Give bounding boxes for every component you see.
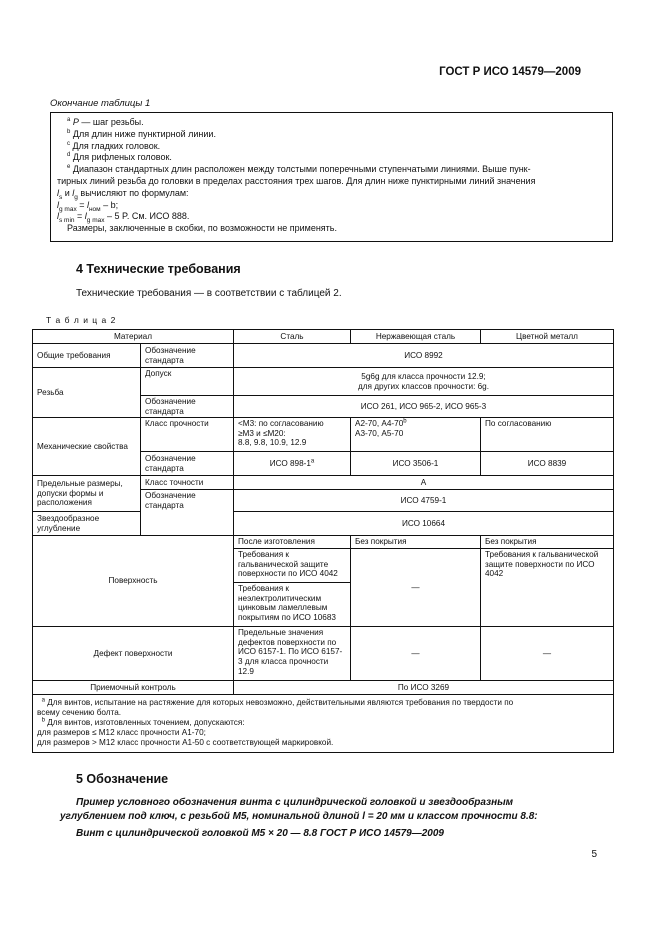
cell-tol-acc-value: А xyxy=(234,476,614,490)
cell-surface-nonferrous: Требования к гальванической защите поверхности по ИСО 4042 xyxy=(481,549,614,627)
table-row xyxy=(33,536,614,549)
table-continuation-label: Окончание таблицы 1 xyxy=(50,98,151,109)
table-row: Механические свойства Класс прочности <М3: по согласованию ≥М3 и ≤М20: 8.8, 9.8, 10.9, 12.9 А2-70, А4-70$^b$ А3-70, А5-70 По согласованию xyxy=(33,418,614,452)
note-e-line1: Диапазон стандартных длин расположен между толстыми поперечными ступенчатыми линиями. Выше пунк- xyxy=(72,164,531,175)
table-2-caption: Т а б л и ц а 2 xyxy=(46,315,117,325)
table-row xyxy=(33,368,614,396)
note-a: — шаг резьбы. xyxy=(78,117,144,127)
table-row xyxy=(33,330,614,344)
cell-general-value: ИСО 8992 xyxy=(234,344,614,368)
cell-surface-steel-b: Требования к неэлектролитическим цинковым ламеллевым покрытиям по ИСО 10683 xyxy=(234,583,351,627)
cell-surface-stainless-head: Без покрытия xyxy=(351,536,481,549)
table-2 xyxy=(32,329,614,753)
cell-mech-stainless-1: А2-70, А4-70 xyxy=(355,419,404,429)
cell-mech-steel-std: ИСО 898-1 xyxy=(269,458,311,468)
cell-defect-stainless: — xyxy=(351,627,481,681)
cell-mech-stainless-2: А3-70, А5-70 xyxy=(355,428,404,438)
brackets-note: Размеры, заключенные в скобки, по возможности не применять. xyxy=(67,223,337,234)
note-e-line2: тирных линий резьба до головки в пределах расстояния трех шагов. Для длин ниже пунктирными линий значения xyxy=(57,175,536,186)
table-2-footnotes: $^a$ Для винтов, испытание на растяжение для которых невозможно, действительными являются требования по твердости по всему сечению болта. $^b$ Для винтов, изготовленных точением, допускаются: для размеров ≤ М12 класс прочности А1-70; для размеров > М12 класс прочности А1-50 с соответствующей маркировкой. xyxy=(33,695,614,753)
cell-mech-std: Обозначение стандарта xyxy=(141,452,234,476)
table-row: Обозначение стандарта ИСО 898-1$^a$ ИСО 3506-1 ИСО 8839 xyxy=(33,452,614,476)
cell-recess-label: Звездообразное углубление xyxy=(33,512,141,536)
cell-mech-nonferrous-std: ИСО 8839 xyxy=(481,452,614,476)
example-designation: Винт с цилиндрической головкой М5 × 20 — 8.8 ГОСТ Р ИСО 14579—2009 xyxy=(76,828,444,839)
table-row xyxy=(33,695,614,753)
table-row xyxy=(33,512,614,536)
cell-accept-label: Приемочный контроль xyxy=(33,681,234,695)
cell-surface-label: Поверхность xyxy=(33,536,234,627)
cell-mech-steel-2: ≥М3 и ≤М20: xyxy=(238,428,286,438)
table-row xyxy=(33,627,614,681)
page-number: 5 xyxy=(591,849,597,860)
cell-mech-label: Механические свойства xyxy=(33,418,141,476)
cell-defect-nonferrous: — xyxy=(481,627,614,681)
section-4-text: Технические требования — в соответствии с таблицей 2. xyxy=(76,288,342,299)
cell-defect-steel: Предельные значения дефектов поверхности по ИСО 6157-1. По ИСО 6157-3 для класса прочности 12.9 xyxy=(234,627,351,681)
footnote-a-2: всему сечению болта. xyxy=(37,708,122,718)
footnote-a-1: Для винтов, испытание на растяжение для которых невозможно, действительными являются требования по твердости по xyxy=(47,698,514,708)
cell-general-label: Общие требования xyxy=(33,344,141,368)
example-line-2: углублением под ключ, с резьбой М5, номинальной длиной l = 20 мм и классом прочности 8.8: xyxy=(60,811,538,822)
document-header: ГОСТ Р ИСО 14579—2009 xyxy=(439,66,581,78)
table1-notes-box: $^a$ P — шаг резьбы. $^b$ Для длин ниже пунктирной линии. $^c$ Для гладких головок. $^d$ Для рифленых головок. $^e$ Диапазон стандартных длин расположен между толстыми поперечными ступенчатыми линиями. Выше пунк- тирных линий резьба до головки в пределах расстояния трех шагов. Для длин ниже пунктирными линий значения $l_s$ и $l_g$ вычисляют по формулам: $l_{g max} = l_{ном} - b$; $l_{s min} = l_{g max} - 5$ P. См. ИСО 888. Размеры, заключенные в скобки, по возможности не применять. xyxy=(50,112,613,242)
cell-defect-label: Дефект поверхности xyxy=(33,627,234,681)
cell-tol-std-value: ИСО 4759-1 xyxy=(234,490,614,512)
cell-mech-stainless-std: ИСО 3506-1 xyxy=(351,452,481,476)
formula-2: – 5 P. См. ИСО 888. xyxy=(107,211,190,222)
cell-surface-steel-a: Требования к гальванической защите поверхности по ИСО 4042 xyxy=(234,549,351,583)
footnote-b-2: для размеров ≤ М12 класс прочности А1-70; xyxy=(37,728,206,738)
section-4-heading: 4 Технические требования xyxy=(76,262,241,276)
cell-tol-label: Предельные размеры, допуски формы и расположения xyxy=(33,476,141,512)
table-row xyxy=(33,344,614,368)
header-steel: Сталь xyxy=(234,330,351,344)
cell-surface-stainless: — xyxy=(351,549,481,627)
section-5-heading: 5 Обозначение xyxy=(76,772,169,786)
cell-mech-class: Класс прочности xyxy=(141,418,234,452)
header-stainless: Нержавеющая сталь xyxy=(351,330,481,344)
cell-mech-nonferrous: По согласованию xyxy=(481,418,614,452)
cell-thread-std: Обозначение стандарта xyxy=(141,396,234,418)
footnote-b-1: Для винтов, изготовленных точением, допускаются: xyxy=(47,718,245,728)
header-material: Материал xyxy=(33,330,234,344)
note-d: Для рифленых головок. xyxy=(72,152,172,163)
cell-surface-steel-head: После изготовления xyxy=(234,536,351,549)
footnote-b-3: для размеров > М12 класс прочности А1-50 с соответствующей маркировкой. xyxy=(37,738,334,748)
note-c: Для гладких головок. xyxy=(72,140,161,151)
note-e-line3: вычисляют по формулам: xyxy=(80,187,189,198)
cell-general-sub: Обозначение стандарта xyxy=(141,344,234,368)
cell-thread-tol: Допуск xyxy=(141,368,234,396)
example-line-1: Пример условного обозначения винта с цилиндрической головкой и звездообразным xyxy=(76,797,514,808)
cell-accept-value: По ИСО 3269 xyxy=(234,681,614,695)
header-nonferrous: Цветной металл xyxy=(481,330,614,344)
cell-mech-steel-1: <М3: по согласованию xyxy=(238,419,324,429)
cell-thread-tol-value-1: 5g6g для класса прочности 12.9; xyxy=(361,371,486,381)
cell-thread-std-value: ИСО 261, ИСО 965-2, ИСО 965-3 xyxy=(234,396,614,418)
cell-thread-tol-value-2: для других классов прочности: 6g. xyxy=(357,381,490,391)
formula-1: – b; xyxy=(103,199,119,210)
table-row xyxy=(33,476,614,490)
cell-mech-steel-3: 8.8, 9.8, 10.9, 12.9 xyxy=(238,438,307,448)
table-row xyxy=(33,681,614,695)
cell-tol-std: Обозначение стандарта xyxy=(141,490,234,536)
cell-thread-label: Резьба xyxy=(33,368,141,418)
cell-surface-nonferrous-head: Без покрытия xyxy=(481,536,614,549)
cell-tol-acc: Класс точности xyxy=(141,476,234,490)
note-b: Для длин ниже пунктирной линии. xyxy=(72,128,216,139)
cell-recess-value: ИСО 10664 xyxy=(234,512,614,536)
